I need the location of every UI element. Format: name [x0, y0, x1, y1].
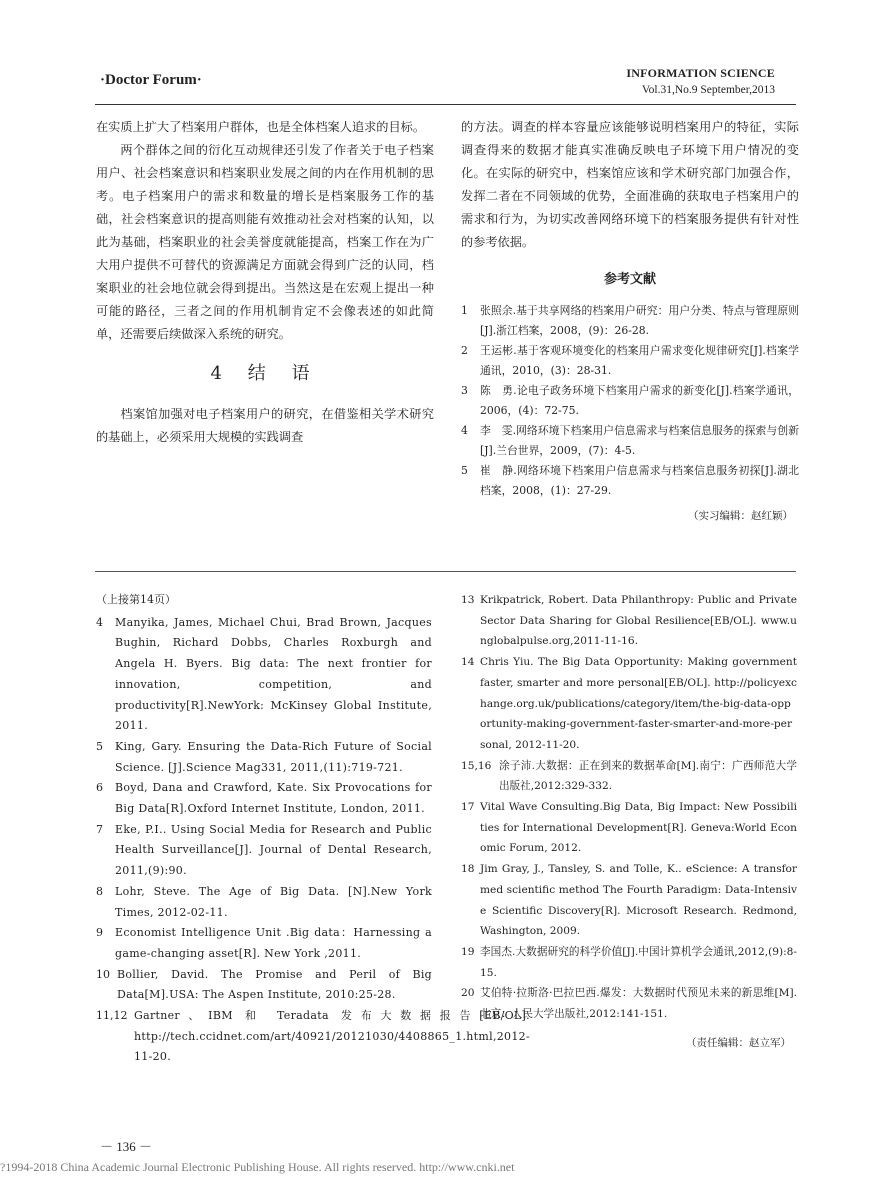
reference-text: Economist Intelligence Unit .Big data：Harnessing a game-changing asset[R]. New York ,2011. — [115, 926, 432, 960]
reference-number: 2 — [461, 344, 468, 357]
reference-number: 17 — [461, 801, 475, 814]
reference-text: Manyika, James, Michael Chui, Brad Brown, Jacques Bughin, Richard Dobbs, Charles Roxburgh and Angela H. Byers. Big data: The next frontier for innovation, competition, and productivity[R].NewYork: McKinsey Global Institute, 2011. — [115, 615, 432, 733]
reference-text: 涂子沛.大数据：正在到来的数据革命[M].南宁：广西师范大学出版社,2012:329-332. — [499, 759, 797, 793]
reference-text: 张照余.基于共享网络的档案用户研究：用户分类、特点与管理原则[J].浙江档案，2008，(9)：26-28. — [480, 304, 799, 337]
reference-item — [96, 820, 432, 882]
paragraph: 在实质上扩大了档案用户群体，也是全体档案人追求的目标。 — [96, 120, 426, 134]
reference-text: 王运彬.基于客观环境变化的档案用户需求变化规律研究[J].档案学通讯，2010，(3)：28-31. — [480, 344, 799, 377]
reference-number: 5 — [461, 464, 468, 477]
copyright-notice: ?1994-2018 China Academic Journal Electronic Publishing House. All rights reserved. http://www.cnki.net — [0, 1160, 515, 1174]
reference-item — [461, 652, 797, 756]
reference-number: 3 — [461, 384, 468, 397]
reference-item — [461, 590, 797, 652]
reference-number: 13 — [461, 594, 475, 606]
continuation-label: （上接第14页） — [96, 593, 176, 606]
reference-item — [461, 756, 797, 797]
article-left-column — [96, 116, 434, 449]
reference-item — [96, 778, 432, 819]
reference-number: 9 — [96, 926, 103, 940]
article-right-column — [461, 116, 799, 528]
section-label: ·Doctor Forum· — [100, 72, 202, 88]
paragraph: 档案馆加强对电子档案用户的研究，在借鉴相关学术研究的基础上，必须采用大规模的实践调查 — [96, 407, 434, 444]
reference-item — [96, 737, 432, 778]
reference-text: Gartner、IBM 和 Teradata 发布大数据报告[EB/OL]. http://tech.ccidnet.com/art/40921/20121030/4408865_1.html,2012-11-20. — [134, 1009, 530, 1064]
reference-number: 4 — [96, 615, 103, 629]
reference-text: King, Gary. Ensuring the Data-Rich Future of Social Science. [J].Science Mag331, 2011,(11):719-721. — [115, 739, 432, 774]
reference-item — [461, 341, 799, 381]
reference-item — [96, 1006, 530, 1068]
reference-item — [96, 613, 432, 737]
reference-text: Eke, P.I.. Using Social Media for Research and Public Health Surveillance[J]. Journal of Dental Research, 2011,(9):90. — [115, 822, 432, 878]
reference-number: 11,12 — [96, 1009, 128, 1023]
reference-item — [96, 965, 432, 1006]
reference-text: Bollier, David. The Promise and Peril of Big Data[M].USA: The Aspen Institute, 2010:25-28. — [117, 967, 432, 1002]
reference-text: Chris Yiu. The Big Data Opportunity: Making government faster, smarter and more personal[EB/OL]. http://policyexchange.org.uk/publications/category/item/the-big-data-opportunity-making-government-faster-smarter-and-more-personal, 2012-11-20. — [480, 656, 797, 751]
reference-text: Krikpatrick, Robert. Data Philanthropy: Public and Private Sector Data Sharing for Global Resilience[EB/OL]. www.unglobalpulse.org,2011-11-16. — [480, 594, 797, 648]
reference-item — [461, 797, 797, 859]
reference-item — [461, 942, 797, 983]
paragraph: 两个群体之间的衍化互动规律还引发了作者关于电子档案用户、社会档案意识和档案职业发展之间的内在作用机制的思考。电子档案用户的需求和数量的增长是档案服务工作的基础，社会档案意识的提高则能有效推动社会对档案的认知，以此为基础，档案职业的社会美誉度就能提高，档案工作在为广大用户提供不可替代的资源满足方面就会得到广泛的认同，档案职业的社会地位就会得到提出。当然这是在宏观上提出一种可能的路径，三者之间的作用机制肯定不会像表述的如此简单，还需要后续做深入系统的研究。 — [96, 143, 434, 341]
reference-list — [461, 301, 799, 501]
reference-item — [461, 381, 799, 421]
reference-item — [461, 301, 799, 341]
reference-text: 陈 勇.论电子政务环境下档案用户需求的新变化[J].档案学通讯，2006，(4)：72-75. — [480, 384, 799, 417]
reference-text: 艾伯特·拉斯洛·巴拉巴西.爆发：大数据时代预见未来的新思维[M].北京：人民大学出版社,2012:141-151. — [480, 987, 797, 1021]
reference-number: 1 — [461, 304, 468, 317]
reference-item — [461, 983, 797, 1024]
reference-number: 10 — [96, 967, 110, 981]
reference-number: 15,16 — [461, 759, 492, 772]
reference-text: Vital Wave Consulting.Big Data, Big Impact: New Possibilities for International Development[R]. Geneva:World Economic Forum, 2012. — [480, 801, 797, 855]
paragraph: 的方法。调查的样本容量应该能够说明档案用户的特征，实际调查得来的数据才能真实准确反映电子环境下用户情况的变化。在实际的研究中，档案馆应该和学术研究部门加强合作，发挥二者在不同领域的优势，全面准确的获取电子档案用户的需求和行为，为切实改善网络环境下的档案服务提供有针对性的参考依据。 — [461, 120, 799, 249]
reference-text: Lohr, Steve. The Age of Big Data. [N].New York Times, 2012-02-11. — [115, 884, 432, 919]
page-number: － 136 － — [100, 1139, 153, 1154]
reference-text: 李 雯.网络环境下档案用户信息需求与档案信息服务的探索与创新[J].兰台世界，2009，(7)：4-5. — [480, 424, 799, 457]
references-heading: 参考文献 — [603, 272, 656, 287]
responsible-editor-credit: （责任编辑：赵立军） — [686, 1036, 791, 1049]
reference-item — [461, 421, 799, 461]
reference-text: 崔 静.网络环境下档案用户信息需求与档案信息服务初探[J].湖北档案，2008，(1)：27-29. — [480, 464, 799, 497]
reference-number: 18 — [461, 863, 475, 876]
reference-item — [96, 923, 432, 964]
continued-refs-right — [461, 590, 797, 1053]
reference-number: 6 — [96, 781, 103, 795]
reference-text: Jim Gray, J., Tansley, S. and Tolle, K.. eScience: A transformed scientific method The Fourth Paradigm: Data-Intensive Scientific Discovery[R]. Microsoft Research. Redmond, Washington, 2009. — [480, 863, 797, 938]
journal-title: INFORMATION SCIENCE — [626, 66, 775, 80]
reference-number: 20 — [461, 987, 475, 1000]
reference-item — [461, 859, 797, 942]
section-divider — [95, 571, 796, 572]
reference-number: 19 — [461, 945, 475, 958]
reference-text: Boyd, Dana and Crawford, Kate. Six Provocations for Big Data[R].Oxford Internet Institute, London, 2011. — [115, 781, 432, 816]
reference-number: 7 — [96, 822, 103, 836]
reference-number: 4 — [461, 424, 468, 437]
reference-number: 14 — [461, 656, 475, 669]
intern-editor-credit: （实习编辑：赵红颖） — [688, 510, 793, 522]
reference-number: 5 — [96, 739, 103, 753]
reference-text: 李国杰.大数据研究的科学价值[J].中国计算机学会通讯,2012,(9):8-15. — [480, 945, 797, 979]
journal-volume: Vol.31,No.9 September,2013 — [641, 84, 775, 96]
section-heading: 4 结 语 — [210, 363, 320, 384]
reference-number: 8 — [96, 884, 103, 898]
reference-item — [461, 461, 799, 501]
reference-item — [96, 882, 432, 923]
header-rule — [95, 104, 796, 105]
